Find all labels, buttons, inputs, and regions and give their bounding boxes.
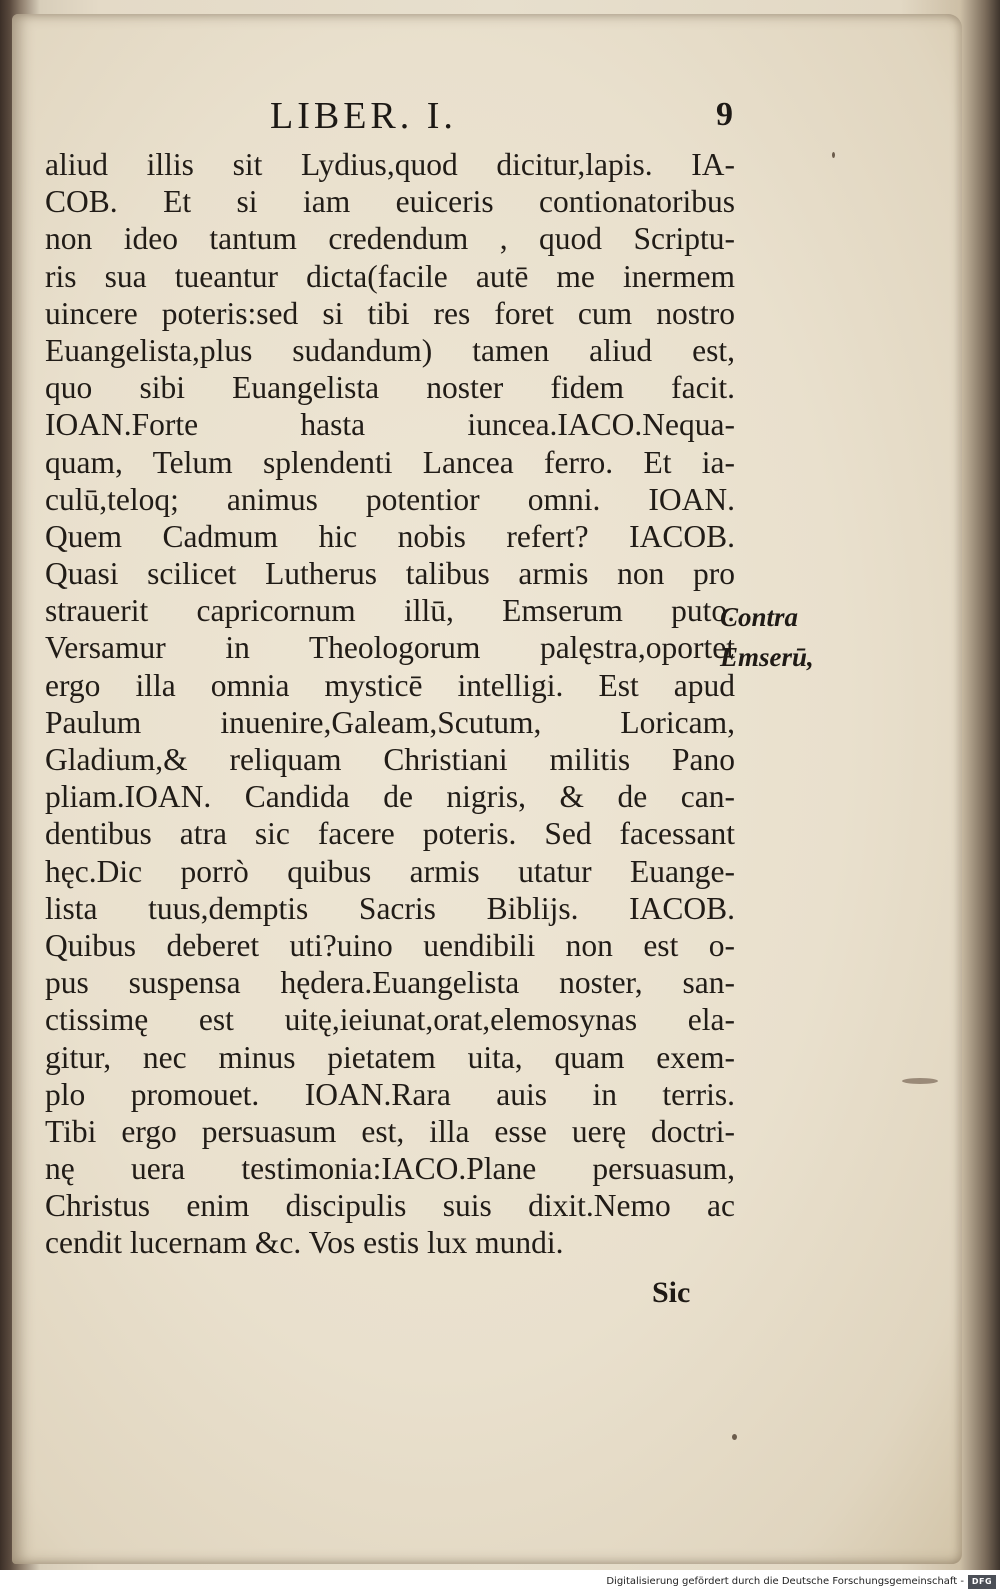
book-page bbox=[12, 14, 962, 1564]
text-line: IOAN.Forte hasta iuncea.IACO.Nequa- bbox=[45, 407, 735, 443]
text-line: aliud illis sit Lydius,quod dicitur,lapis. IA- bbox=[45, 147, 735, 182]
text-line: gitur, nec minus pietatem uita, quam exem- bbox=[45, 1039, 735, 1075]
text-line: uincere poteris:sed si tibi res foret cum nostro bbox=[45, 295, 735, 331]
text-line: Paulum inuenire,Galeam,Scutum, Loricam, bbox=[45, 704, 735, 740]
text-line: Gladium,& reliquam Christiani militis Pano bbox=[45, 742, 735, 777]
text-line: cendit lucernam &c. Vos estis lux mundi. bbox=[45, 1225, 564, 1261]
funding-credit: Digitalisierung gefördert durch die Deutsche Forschungsgemeinschaft - bbox=[606, 1576, 964, 1587]
text-line: hęc.Dic porrò quibus armis utatur Euange- bbox=[45, 853, 735, 889]
catchword: Sic bbox=[652, 1276, 691, 1309]
text-line: COB. Et si iam euiceris contionatoribus bbox=[45, 184, 735, 220]
text-line: Euangelista,plus sudandum) tamen aliud est, bbox=[45, 332, 735, 368]
page-number: 9 bbox=[716, 96, 733, 133]
text-line: nę uera testimonia:IACO.Plane persuasum, bbox=[45, 1151, 735, 1187]
ink-speck bbox=[902, 1078, 938, 1084]
dfg-logo: DFG bbox=[968, 1575, 996, 1589]
text-line: quam, Telum splendenti Lancea ferro. Et ia- bbox=[45, 444, 735, 480]
ink-speck bbox=[732, 1434, 737, 1440]
text-line: pliam.IOAN. Candida de nigris, & de can- bbox=[45, 779, 735, 815]
text-line: strauerit capricornum illū, Emserum puto. bbox=[45, 593, 735, 629]
text-line: Tibi ergo persuasum est, illa esse uerę doctri- bbox=[45, 1113, 735, 1149]
text-line: Quem Cadmum hic nobis refert? IACOB. bbox=[45, 518, 735, 554]
text-line: culū,teloq; animus potentior omni. IOAN. bbox=[45, 481, 735, 517]
footer-bar bbox=[0, 1570, 1000, 1596]
text-line: ris sua tueantur dicta(facile autē me inermem bbox=[45, 258, 735, 294]
text-line: ergo illa omnia mysticē intelligi. Est apud bbox=[45, 667, 735, 703]
marginal-note-line: Emserū, bbox=[720, 642, 814, 672]
text-line: quo sibi Euangelista noster fidem facit. bbox=[45, 370, 735, 406]
page-body bbox=[45, 146, 735, 1262]
text-line: pus suspensa hędera.Euangelista noster, san- bbox=[45, 965, 735, 1001]
text-line: ctissimę est uitę,ieiunat,orat,elemosynas ela- bbox=[45, 1002, 735, 1038]
text-line: non ideo tantum credendum , quod Scriptu- bbox=[45, 221, 735, 257]
running-head: LIBER. I. bbox=[270, 95, 457, 137]
text-line: Quibus deberet uti?uino uendibili non est o- bbox=[45, 927, 735, 963]
text-line: Quasi scilicet Lutherus talibus armis non pro bbox=[45, 556, 735, 592]
text-line: lista tuus,demptis Sacris Biblijs. IACOB. bbox=[45, 890, 735, 926]
text-line: plo promouet. IOAN.Rara auis in terris. bbox=[45, 1076, 735, 1112]
text-line: Christus enim discipulis suis dixit.Nemo ac bbox=[45, 1188, 735, 1224]
text-line: dentibus atra sic facere poteris. Sed facessant bbox=[45, 816, 735, 852]
text-line: Versamur in Theologorum palęstra,oportet bbox=[45, 630, 735, 666]
marginal-note-line: Contra bbox=[720, 602, 799, 632]
ink-speck bbox=[832, 152, 835, 158]
